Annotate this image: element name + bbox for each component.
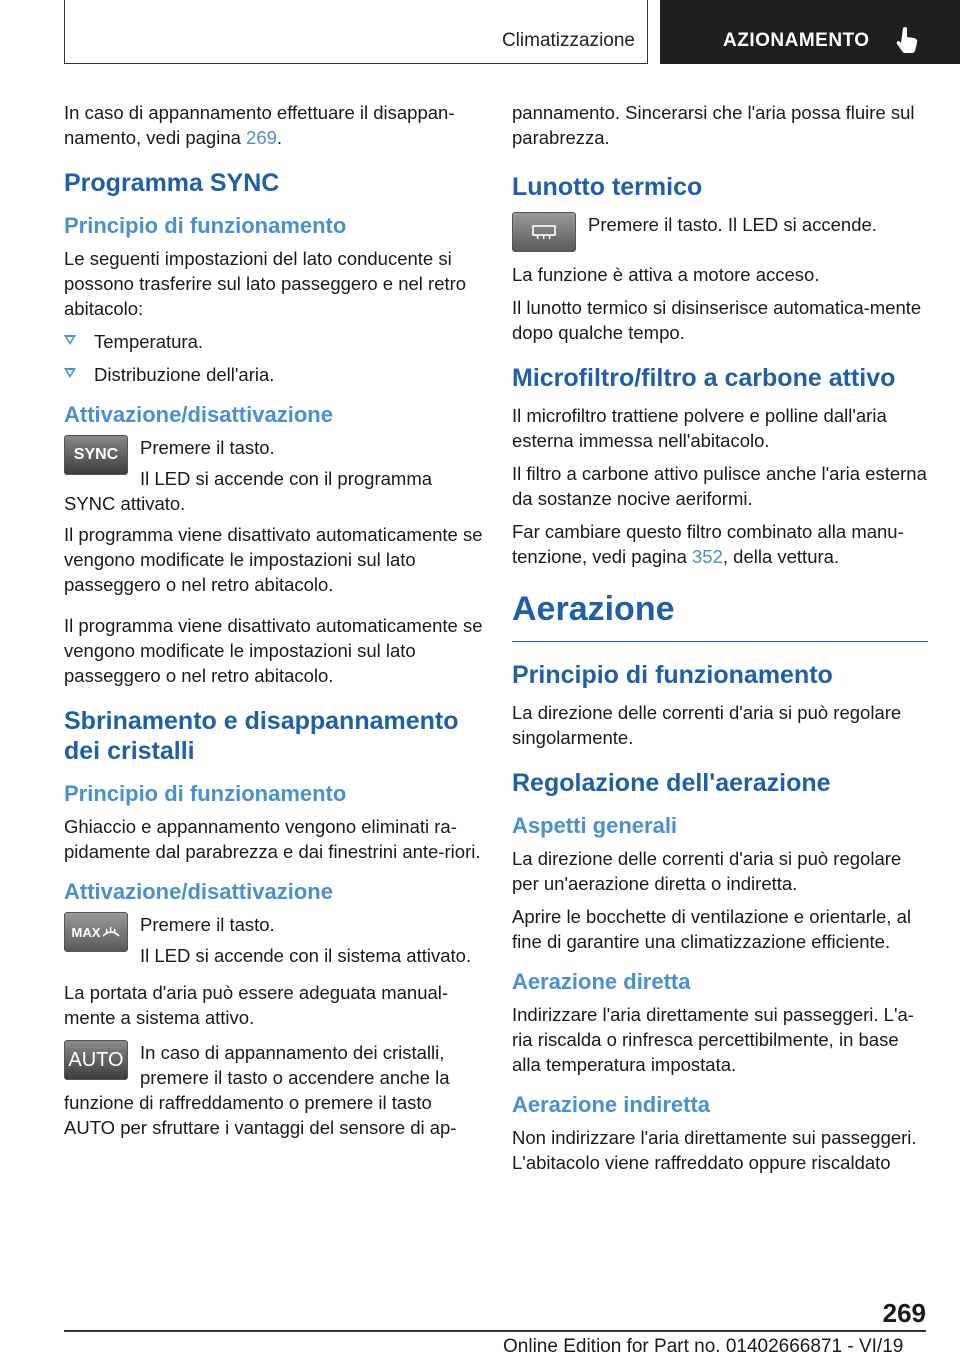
list-item: Temperatura.	[64, 329, 484, 354]
chapter-title: AZIONAMENTO	[723, 30, 870, 51]
list-item: Distribuzione dell'aria.	[64, 362, 484, 387]
sync-principle-text: Le seguenti impostazioni del lato conducente si possono trasferire sul lato passeggero e nel retro abitacolo:	[64, 248, 467, 319]
defrost-principle-text: Ghiaccio e appannamento vengono eliminati ra-pidamente dal parabrezza e dai finestrini ante-riori.	[64, 816, 481, 862]
airflow-text: La portata d'aria può essere adeguata manual-mente a sistema attivo.	[64, 982, 449, 1028]
auto-button-icon: AUTO	[64, 1040, 128, 1080]
max-press-text: Premere il tasto.	[140, 914, 275, 935]
page-link-269[interactable]: 269	[246, 127, 277, 148]
right-column	[512, 100, 928, 1183]
section-title: Climatizzazione	[501, 30, 635, 51]
edition-text: Online Edition for Part no. 01402666871 - VI/19	[503, 1336, 904, 1357]
rear-window-heat-icon	[530, 222, 558, 242]
aer-general-p2: Aprire le bocchette di ventilazione e orientarle, al fine di garantire una climatizzazione efficiente.	[512, 906, 912, 952]
filter-para-1: Il microfiltro trattiene polvere e polline dall'aria esterna immessa nell'abitacolo.	[512, 405, 887, 451]
sync-activation-heading: Attivazione/disattivazione	[64, 402, 333, 427]
max-led-text: Il LED si accende con il sistema attivato.	[140, 945, 472, 966]
page-link-352[interactable]: 352	[692, 546, 723, 567]
triangle-bullet-icon	[64, 335, 76, 345]
sync-principle-heading: Principio di funzionamento	[64, 213, 347, 238]
filter-para-2: Il filtro a carbone attivo pulisce anche l'aria esterna da sostanze nocive aeriformi.	[512, 463, 927, 509]
aer-general-heading: Aspetti generali	[512, 813, 678, 838]
sync-list	[64, 329, 484, 387]
aerazione-heading: Aerazione	[512, 589, 928, 642]
auto-text: In caso di appannamento dei cristalli, premere il tasto o accendere anche la funzione di raffreddamento o premere il tasto AUTO per sfruttare i vantaggi del sensore di ap-	[64, 1042, 457, 1138]
triangle-bullet-icon	[64, 368, 76, 378]
aer-regulation-heading: Regolazione dell'aerazione	[512, 769, 831, 797]
sync-para-2: Il programma viene disattivato automaticamente se vengono modificate le impostazioni sul lato passeggero o nel retro abitacolo.	[64, 615, 483, 686]
aer-principle-text: La direzione delle correnti d'aria si può regolare singolarmente.	[512, 702, 902, 748]
footer-divider	[64, 1330, 926, 1332]
defrost-principle-heading: Principio di funzionamento	[64, 781, 347, 806]
rear-defrost-button-icon	[512, 212, 576, 252]
sync-led-text: Il LED si accende con il programma SYNC attivato.	[64, 468, 433, 514]
filter-heading: Microfiltro/filtro a carbone attivo	[512, 364, 896, 392]
auto-button-row	[64, 1040, 484, 1146]
aer-direct-heading: Aerazione diretta	[512, 969, 691, 994]
header-section-box	[64, 0, 648, 64]
sync-para-1: Il programma viene disattivato automaticamente se vengono modificate le impostazioni sul lato passeggero o nel retro abitacolo.	[64, 524, 483, 595]
rear-press-text: Premere il tasto. Il LED si accende.	[588, 214, 877, 235]
defrost-activation-heading: Attivazione/disattivazione	[64, 879, 333, 904]
sync-button-row	[64, 435, 484, 522]
max-defrost-button-icon: MAX	[64, 912, 128, 952]
page-number: 269	[882, 1298, 926, 1328]
aer-indirect-heading: Aerazione indiretta	[512, 1092, 711, 1117]
continued-text: pannamento. Sincerarsi che l'aria possa fluire sul parabrezza.	[512, 102, 915, 148]
rear-para-1: La funzione è attiva a motore acceso.	[512, 264, 820, 285]
sync-button-icon: SYNC	[64, 435, 128, 475]
max-button-row	[64, 912, 484, 974]
sync-heading: Programma SYNC	[64, 169, 280, 197]
intro-paragraph: In caso di appannamento effettuare il disappan-namento, vedi pagina 269.	[64, 102, 455, 148]
windshield-heat-icon	[102, 924, 120, 940]
header-chapter-box	[660, 0, 960, 64]
aer-principle-heading: Principio di funzionamento	[512, 661, 833, 689]
aer-indirect-text: Non indirizzare l'aria direttamente sui passeggeri. L'abitacolo viene raffreddato oppure riscaldato	[512, 1127, 917, 1173]
rear-window-heading: Lunotto termico	[512, 173, 703, 201]
pointing-hand-icon	[894, 26, 920, 54]
aer-general-p1: La direzione delle correnti d'aria si può regolare per un'aerazione diretta o indiretta.	[512, 848, 902, 894]
aer-direct-text: Indirizzare l'aria direttamente sui passeggeri. L'a-ria riscalda o rinfresca percettibilmente, in base alla temperatura impostata.	[512, 1004, 914, 1075]
sync-press-text: Premere il tasto.	[140, 437, 275, 458]
left-column	[64, 100, 484, 1146]
rear-button-row	[512, 212, 928, 256]
filter-para-3: Far cambiare questo filtro combinato alla manu-tenzione, vedi pagina 352, della vettura.	[512, 521, 904, 567]
defrost-heading: Sbrinamento e disappannamento dei cristalli	[64, 707, 459, 765]
rear-para-2: Il lunotto termico si disinserisce automatica-mente dopo qualche tempo.	[512, 297, 922, 343]
